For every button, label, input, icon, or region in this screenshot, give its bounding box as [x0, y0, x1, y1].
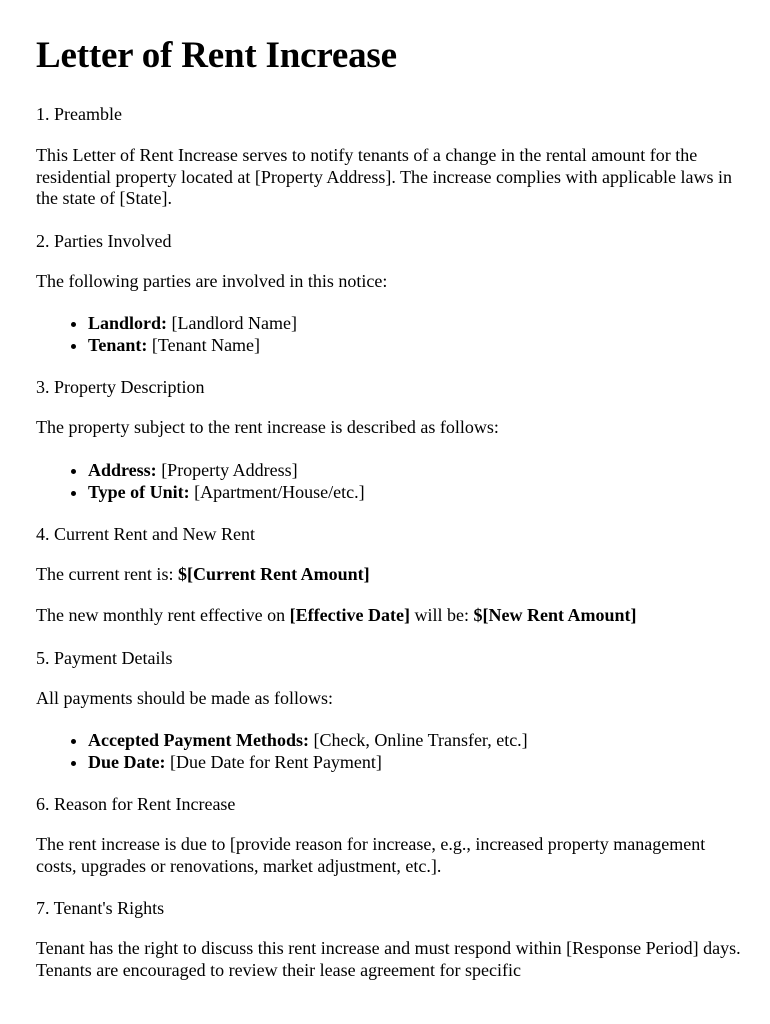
- list-item-label: Due Date:: [88, 752, 166, 772]
- payment-intro: All payments should be made as follows:: [36, 687, 333, 708]
- new-rent-amount: $[New Rent Amount]: [473, 605, 637, 625]
- preamble-text: This Letter of Rent Increase serves to notify tenants of a change in the rental amount for the residential property located at [Property Address]. The increase complies with applicable laws in the state of [State].: [36, 145, 732, 208]
- section-title-property: 3. Property Description: [36, 377, 205, 397]
- list-item-label: Tenant:: [88, 335, 148, 355]
- list-item-value: [Due Date for Rent Payment]: [165, 752, 382, 772]
- list-item-label: Type of Unit:: [88, 481, 190, 502]
- new-rent-mid: will be:: [410, 605, 474, 625]
- list-item-label: Landlord:: [88, 313, 168, 333]
- list-item-value: [Tenant Name]: [147, 335, 261, 355]
- section-title-preamble: 1. Preamble: [36, 104, 122, 124]
- list-item-label: Accepted Payment Methods:: [88, 730, 309, 750]
- property-list: [36, 459, 746, 503]
- list-item: [88, 459, 746, 481]
- list-item: [88, 334, 746, 356]
- parties-list: [36, 312, 746, 356]
- reason-text: The rent increase is due to [provide reason for increase, e.g., increased property management costs, upgrades or renovations, market adjustment, etc.].: [36, 834, 706, 876]
- list-item: [88, 312, 746, 334]
- property-intro: The property subject to the rent increase is described as follows:: [36, 417, 499, 437]
- rights-text: Tenant has the right to discuss this rent increase and must respond within [Response Period] days. Tenants are encouraged to review their lease agreement for specific: [36, 938, 741, 980]
- parties-intro: The following parties are involved in this notice:: [36, 270, 388, 291]
- list-item-value: [Property Address]: [156, 459, 298, 480]
- section-title-reason: 6. Reason for Rent Increase: [36, 794, 236, 814]
- new-rent-prefix: The new monthly rent effective on: [36, 605, 290, 625]
- current-rent-line: [36, 564, 746, 586]
- list-item: [88, 729, 746, 751]
- section-title-payment: 5. Payment Details: [36, 647, 173, 668]
- new-rent-line: [36, 605, 746, 627]
- document-page: [36, 0, 746, 981]
- effective-date: [Effective Date]: [289, 605, 411, 625]
- list-item-label: Address:: [88, 459, 157, 480]
- section-title-rent: 4. Current Rent and New Rent: [36, 523, 255, 544]
- list-item-value: [Check, Online Transfer, etc.]: [308, 730, 528, 750]
- current-rent-prefix: The current rent is:: [36, 563, 178, 584]
- list-item-value: [Apartment/House/etc.]: [189, 481, 365, 502]
- section-title-rights: 7. Tenant's Rights: [36, 898, 165, 918]
- payment-list: [36, 729, 746, 773]
- current-rent-amount: $[Current Rent Amount]: [177, 563, 370, 584]
- section-title-parties: 2. Parties Involved: [36, 230, 172, 251]
- document-title: Letter of Rent Increase: [36, 35, 397, 76]
- list-item-value: [Landlord Name]: [167, 313, 297, 333]
- list-item: [88, 481, 746, 503]
- list-item: [88, 751, 746, 773]
